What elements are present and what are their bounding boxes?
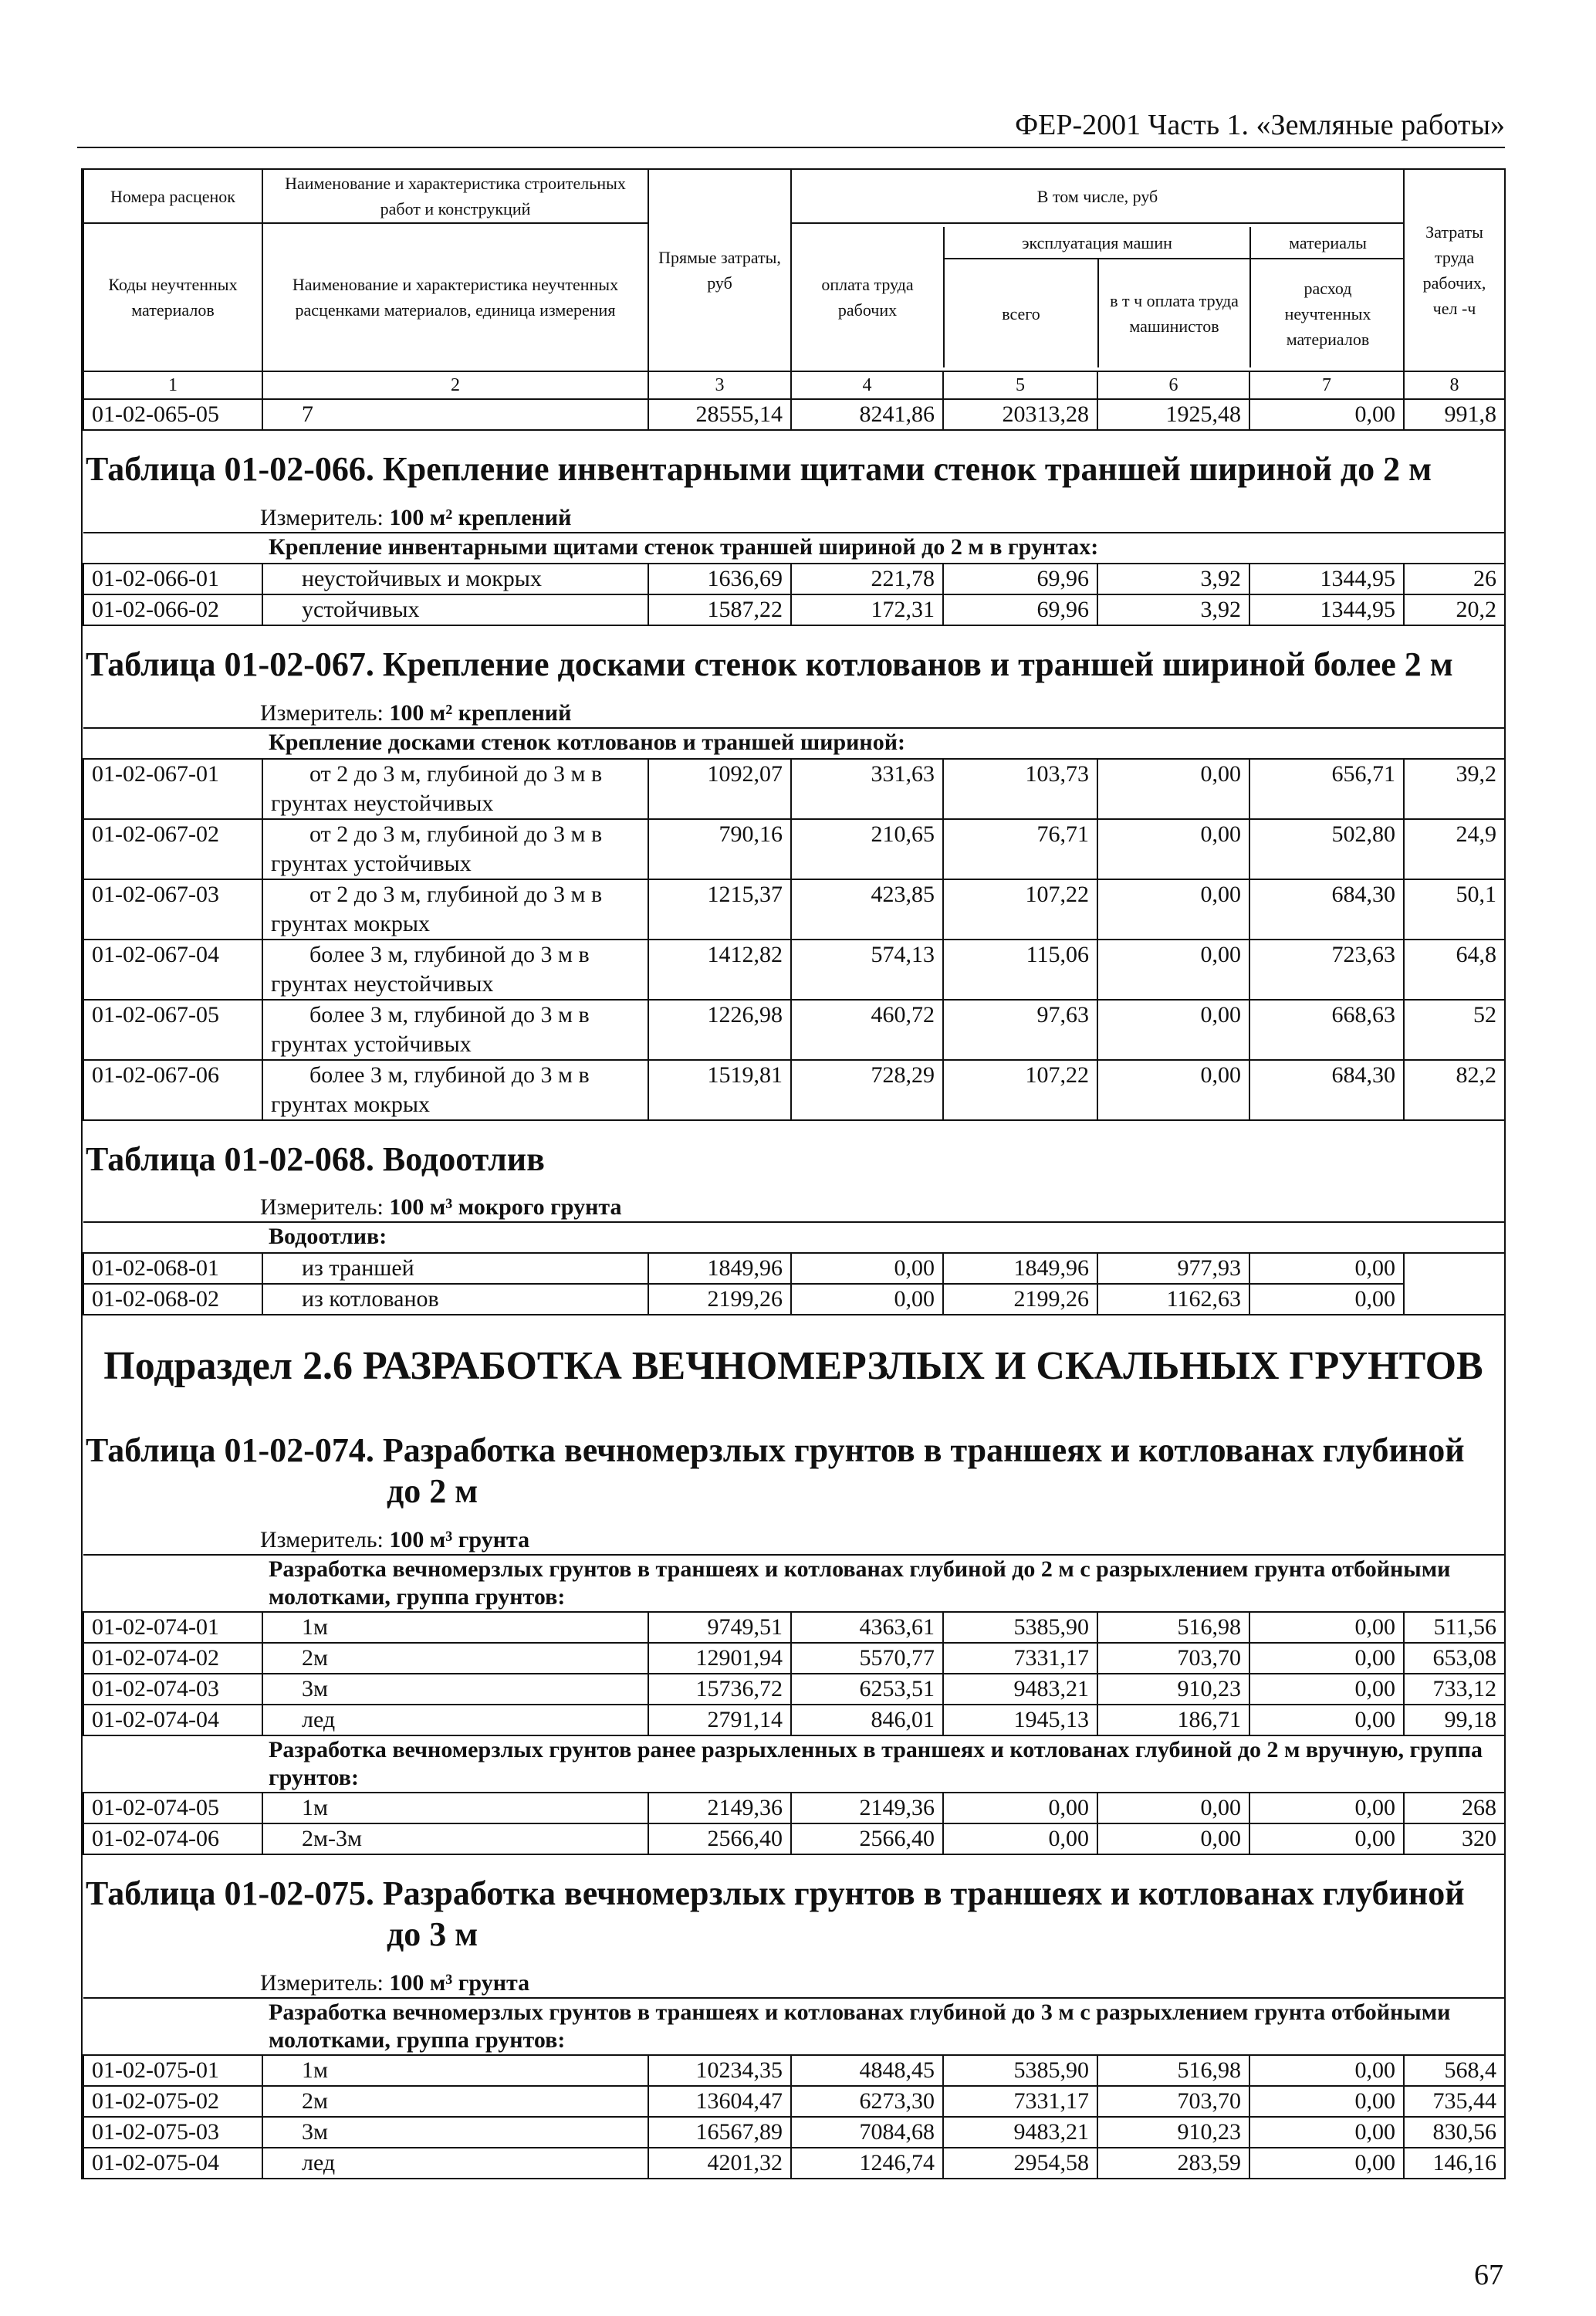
rate-name: из траншей [262,1253,648,1284]
column-index: 5 [943,371,1097,399]
rates-table [83,727,1506,1121]
direct-costs: 4201,32 [648,2148,791,2179]
labor-hours: 26 [1404,564,1505,594]
rate-code: 01-02-068-02 [83,1284,262,1315]
labor-hours: 50,1 [1404,879,1505,940]
measurement-unit [83,498,1504,532]
column-index-row [83,371,1505,399]
rate-code: 01-02-068-01 [83,1253,262,1284]
materials-cost: 0,00 [1249,1643,1404,1674]
direct-costs: 15736,72 [648,1674,791,1705]
machinist-pay: 186,71 [1097,1705,1249,1735]
materials-cost: 723,63 [1249,940,1404,1000]
col-machines-total-header: всего [944,259,1098,367]
rate-name: от 2 до 3 м, глубиной до 3 м в грунтах неустойчивых [262,759,648,819]
direct-costs: 1519,81 [648,1060,791,1120]
labor-pay: 4848,45 [791,2055,943,2086]
machinist-pay: 977,93 [1097,1253,1249,1284]
labor-hours: 99,18 [1404,1705,1505,1735]
table-title: Таблица 01-02-068. Водоотлив [86,1139,545,1178]
labor-hours: 24,9 [1404,819,1505,879]
col-machinist-pay-header: в т ч оплата труда машинистов [1098,259,1250,367]
materials-cost: 656,71 [1249,759,1404,819]
meter-label: Измеритель: [260,1526,384,1552]
machines-total: 20313,28 [943,399,1097,430]
labor-pay: 0,00 [791,1284,943,1315]
labor-pay: 4363,61 [791,1612,943,1643]
labor-pay: 5570,77 [791,1643,943,1674]
column-index: 6 [1097,371,1249,399]
rate-code: 01-02-074-01 [83,1612,262,1643]
machinist-pay: 910,23 [1097,2117,1249,2148]
rates-table [83,1221,1505,1315]
labor-hours: 39,2 [1404,759,1505,819]
meter-label: Измеритель: [260,1969,384,1996]
table-row [83,819,1505,879]
group-label: Разработка вечномерзлых грунтов ранее разрыхленных в траншеях и котлованах глубиной до 2 м вручную, группа грунтов: [83,1735,1505,1793]
table-01-02-068 [83,1121,1504,1316]
labor-hours: 52 [1404,1000,1505,1060]
labor-pay: 2149,36 [791,1793,943,1823]
labor-hours: 20,2 [1404,594,1505,625]
machines-total: 69,96 [943,594,1097,625]
rates-document [81,168,1506,2179]
labor-hours: 735,44 [1404,2086,1505,2117]
table-row [83,879,1505,940]
machinist-pay: 3,92 [1097,594,1249,625]
col-material-name-header: Наименование и характеристика неучтенных расценками материалов, единица измерения [262,223,648,371]
labor-pay: 1246,74 [791,2148,943,2179]
col-labor-hours-header: Затраты труда рабочих, чел -ч [1404,169,1505,371]
page-number: 67 [1474,2259,1503,2291]
materials-cost: 0,00 [1249,2148,1404,2179]
meter-value: 100 м² креплений [389,699,572,726]
direct-costs: 2199,26 [648,1284,791,1315]
labor-hours: 830,56 [1404,2117,1505,2148]
labor-pay: 7084,68 [791,2117,943,2148]
labor-hours: 146,16 [1404,2148,1505,2179]
labor-pay: 8241,86 [791,399,943,430]
machines-total: 0,00 [943,1823,1097,1854]
labor-pay: 331,63 [791,759,943,819]
col-group-header: В том числе, руб [791,169,1404,223]
table-row [83,940,1505,1000]
table-title: Таблица 01-02-067. Крепление досками стенок котлованов и траншей шириной более 2 м [86,645,1453,683]
rate-name: 7 [262,399,648,430]
column-index: 2 [262,371,648,399]
table-01-02-067 [83,626,1504,1121]
materials-cost: 668,63 [1249,1000,1404,1060]
machinist-pay: 516,98 [1097,2055,1249,2086]
machines-total: 9483,21 [943,1674,1097,1705]
col-direct-costs-header: Прямые затраты, руб [648,169,791,371]
direct-costs: 13604,47 [648,2086,791,2117]
sub-header-table [792,227,1405,367]
labor-hours: 733,12 [1404,1674,1505,1705]
direct-costs: 12901,94 [648,1643,791,1674]
table-row [83,564,1505,594]
group-label: Крепление инвентарными щитами стенок траншей шириной до 2 м в грунтах: [83,533,1505,564]
table-row [83,399,1505,430]
machines-total: 107,22 [943,879,1097,940]
rate-code: 01-02-067-02 [83,819,262,879]
labor-pay: 172,31 [791,594,943,625]
labor-hours: 320 [1404,1823,1505,1854]
measurement-unit [83,1187,1504,1221]
table-row [83,1793,1505,1823]
table-row [83,2055,1505,2086]
materials-cost: 1344,95 [1249,564,1404,594]
rate-code: 01-02-067-03 [83,879,262,940]
labor-hours [1404,1253,1505,1284]
meter-value: 100 м³ грунта [389,1526,530,1552]
rate-name: из котлованов [262,1284,648,1315]
machinist-pay: 0,00 [1097,1000,1249,1060]
table-title-line: Таблица 01-02-075. Разработка вечномерзлых грунтов в траншеях и котлованах глубиной [86,1874,1465,1912]
direct-costs: 2149,36 [648,1793,791,1823]
materials-cost: 0,00 [1249,2086,1404,2117]
labor-pay: 423,85 [791,879,943,940]
materials-cost: 1344,95 [1249,594,1404,625]
rate-name: 2м [262,2086,648,2117]
table-row [83,2148,1505,2179]
materials-cost: 0,00 [1249,1793,1404,1823]
table-row [83,2086,1505,2117]
col-labor-pay-header: оплата труда рабочих [792,227,944,367]
labor-pay: 728,29 [791,1060,943,1120]
table-title: Таблица 01-02-066. Крепление инвентарными щитами стенок траншей шириной до 2 м [86,450,1432,488]
table-row [83,1643,1505,1674]
materials-cost: 684,30 [1249,1060,1404,1120]
materials-cost: 0,00 [1249,399,1404,430]
subsection-title: Подраздел 2.6 РАЗРАБОТКА ВЕЧНОМЕРЗЛЫХ И СКАЛЬНЫХ ГРУНТОВ [103,1344,1483,1389]
column-index: 4 [791,371,943,399]
rate-name: 2м [262,1643,648,1674]
rate-name: неустойчивых и мокрых [262,564,648,594]
meter-value: 100 м³ мокрого грунта [389,1194,622,1221]
materials-cost: 0,00 [1249,1823,1404,1854]
machines-total: 69,96 [943,564,1097,594]
column-index: 7 [1249,371,1404,399]
machinist-pay: 910,23 [1097,1674,1249,1705]
direct-costs: 1412,82 [648,940,791,1000]
materials-cost: 502,80 [1249,819,1404,879]
labor-hours: 653,08 [1404,1643,1505,1674]
rates-table [83,1554,1506,1855]
materials-cost: 0,00 [1249,1253,1404,1284]
rate-code: 01-02-067-05 [83,1000,262,1060]
labor-pay: 221,78 [791,564,943,594]
rate-code: 01-02-075-01 [83,2055,262,2086]
materials-cost: 0,00 [1249,1705,1404,1735]
table-01-02-074 [83,1315,1504,1855]
machines-total: 7331,17 [943,1643,1097,1674]
rate-name: 2м-3м [262,1823,648,1854]
machines-total: 2199,26 [943,1284,1097,1315]
labor-pay: 210,65 [791,819,943,879]
rate-code: 01-02-067-01 [83,759,262,819]
direct-costs: 790,16 [648,819,791,879]
rate-name: устойчивых [262,594,648,625]
labor-hours: 268 [1404,1793,1505,1823]
table-row [83,1823,1505,1854]
direct-costs: 9749,51 [648,1612,791,1643]
rate-name: более 3 м, глубиной до 3 м в грунтах мокрых [262,1060,648,1120]
machinist-pay: 0,00 [1097,819,1249,879]
machinist-pay: 1925,48 [1097,399,1249,430]
rate-code: 01-02-075-04 [83,2148,262,2179]
machinist-pay: 0,00 [1097,1823,1249,1854]
labor-pay: 0,00 [791,1253,943,1284]
direct-costs: 1849,96 [648,1253,791,1284]
col-materials-header: материалы [1250,227,1405,259]
col-machines-header: эксплуатация машин [944,227,1250,259]
rate-name: 3м [262,1674,648,1705]
labor-hours: 568,4 [1404,2055,1505,2086]
table-row [83,1060,1505,1120]
direct-costs: 10234,35 [648,2055,791,2086]
col-material-codes-header: Коды неучтенных материалов [83,223,262,371]
table-row [83,1284,1505,1315]
rate-name: 1м [262,1793,648,1823]
rate-code: 01-02-074-02 [83,1643,262,1674]
table-title [83,1855,1504,1963]
direct-costs: 2566,40 [648,1823,791,1854]
rate-name: более 3 м, глубиной до 3 м в грунтах неустойчивых [262,940,648,1000]
machinist-pay: 3,92 [1097,564,1249,594]
machines-total: 7331,17 [943,2086,1097,2117]
col-unaccounted-materials-header: расход неучтенных материалов [1250,259,1405,367]
machines-total: 9483,21 [943,2117,1097,2148]
table-title-continuation: до 3 м [387,1915,478,1953]
direct-costs: 1636,69 [648,564,791,594]
rate-code: 01-02-066-01 [83,564,262,594]
table-row [83,1000,1505,1060]
machinist-pay: 0,00 [1097,879,1249,940]
direct-costs: 1092,07 [648,759,791,819]
rate-name: 1м [262,1612,648,1643]
labor-hours [1404,1284,1505,1315]
direct-costs: 1226,98 [648,1000,791,1060]
group-label: Водоотлив: [83,1222,1505,1253]
rate-code: 01-02-066-02 [83,594,262,625]
meter-value: 100 м³ грунта [389,1969,530,1996]
meter-label: Измеритель: [260,699,384,726]
machines-total: 5385,90 [943,1612,1097,1643]
materials-cost: 0,00 [1249,2055,1404,2086]
page-header: ФЕР-2001 Часть 1. «Земляные работы» [77,108,1505,148]
group-label: Разработка вечномерзлых грунтов в траншеях и котлованах глубиной до 3 м с разрыхлением грунта отбойными молотками, группа грунтов: [83,1998,1505,2055]
rate-name: более 3 м, глубиной до 3 м в грунтах устойчивых [262,1000,648,1060]
rate-name: лед [262,2148,648,2179]
table-row [83,1612,1505,1643]
machines-total: 107,22 [943,1060,1097,1120]
rate-code: 01-02-074-05 [83,1793,262,1823]
rate-name: от 2 до 3 м, глубиной до 3 м в грунтах мокрых [262,879,648,940]
rates-table [83,532,1506,626]
materials-cost: 0,00 [1249,1674,1404,1705]
direct-costs: 1587,22 [648,594,791,625]
machines-total: 76,71 [943,819,1097,879]
col-rate-number-header: Номера расценок [83,169,262,223]
materials-cost: 0,00 [1249,1284,1404,1315]
direct-costs: 2791,14 [648,1705,791,1735]
table-01-02-075 [83,1855,1504,2179]
table-row [83,759,1505,819]
labor-hours: 64,8 [1404,940,1505,1000]
machines-total: 2954,58 [943,2148,1097,2179]
table-row [83,1674,1505,1705]
measurement-unit [83,1963,1504,1997]
machinist-pay: 283,59 [1097,2148,1249,2179]
measurement-unit [83,1520,1504,1554]
group-label: Крепление досками стенок котлованов и траншей шириной: [83,728,1505,759]
column-header-table [83,168,1506,431]
machinist-pay: 1162,63 [1097,1284,1249,1315]
rate-code: 01-02-067-04 [83,940,262,1000]
labor-hours: 82,2 [1404,1060,1505,1120]
machines-total: 103,73 [943,759,1097,819]
table-title-line: Таблица 01-02-074. Разработка вечномерзлых грунтов в траншеях и котлованах глубиной [86,1431,1465,1470]
machines-total: 5385,90 [943,2055,1097,2086]
machines-total: 1945,13 [943,1705,1097,1735]
machinist-pay: 0,00 [1097,1060,1249,1120]
rates-table [83,1997,1506,2179]
machinist-pay: 0,00 [1097,940,1249,1000]
table-row [83,594,1505,625]
machinist-pay: 703,70 [1097,1643,1249,1674]
meter-label: Измеритель: [260,1194,384,1221]
materials-cost: 0,00 [1249,2117,1404,2148]
direct-costs: 1215,37 [648,879,791,940]
table-01-02-066 [83,431,1504,626]
machinist-pay: 703,70 [1097,2086,1249,2117]
labor-pay: 846,01 [791,1705,943,1735]
labor-pay: 6253,51 [791,1674,943,1705]
column-index: 8 [1404,371,1505,399]
labor-hours: 991,8 [1404,399,1505,430]
rate-code: 01-02-074-03 [83,1674,262,1705]
labor-hours: 511,56 [1404,1612,1505,1643]
rate-code: 01-02-074-04 [83,1705,262,1735]
machinist-pay: 0,00 [1097,1793,1249,1823]
labor-pay: 2566,40 [791,1823,943,1854]
rate-code: 01-02-075-02 [83,2086,262,2117]
column-index: 3 [648,371,791,399]
rate-name: 1м [262,2055,648,2086]
table-row [83,1705,1505,1735]
machines-total: 97,63 [943,1000,1097,1060]
measurement-unit [83,693,1504,727]
rate-code: 01-02-065-05 [83,399,262,430]
machines-total: 1849,96 [943,1253,1097,1284]
table-row [83,1253,1505,1284]
labor-pay: 6273,30 [791,2086,943,2117]
materials-cost: 0,00 [1249,1612,1404,1643]
table-row [83,2117,1505,2148]
col-work-name-header: Наименование и характеристика строительных работ и конструкций [262,169,648,223]
rate-name: лед [262,1705,648,1735]
meter-label: Измеритель: [260,504,384,530]
materials-cost: 684,30 [1249,879,1404,940]
direct-costs: 16567,89 [648,2117,791,2148]
machines-total: 115,06 [943,940,1097,1000]
column-index: 1 [83,371,262,399]
labor-pay: 574,13 [791,940,943,1000]
table-title-continuation: до 2 м [387,1472,478,1511]
rate-code: 01-02-067-06 [83,1060,262,1120]
rate-name: от 2 до 3 м, глубиной до 3 м в грунтах устойчивых [262,819,648,879]
machinist-pay: 0,00 [1097,759,1249,819]
machinist-pay: 516,98 [1097,1612,1249,1643]
table-title [83,1412,1504,1520]
rate-code: 01-02-074-06 [83,1823,262,1854]
direct-costs: 28555,14 [648,399,791,430]
labor-pay: 460,72 [791,1000,943,1060]
machines-total: 0,00 [943,1793,1097,1823]
rate-name: 3м [262,2117,648,2148]
group-label: Разработка вечномерзлых грунтов в траншеях и котлованах глубиной до 2 м с разрыхлением грунта отбойными молотками, группа грунтов: [83,1555,1505,1612]
meter-value: 100 м² креплений [389,504,572,530]
rate-code: 01-02-075-03 [83,2117,262,2148]
